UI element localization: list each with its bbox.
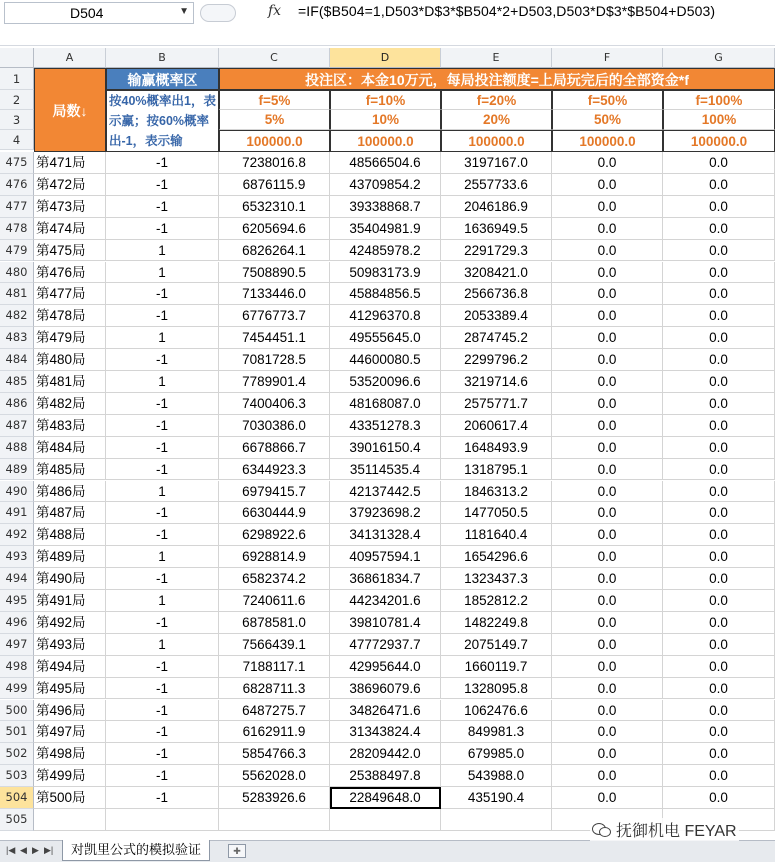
row-header[interactable]: 477 bbox=[0, 196, 34, 218]
cell-e[interactable]: 679985.0 bbox=[441, 743, 552, 765]
cell-c[interactable]: 6928814.9 bbox=[219, 546, 330, 568]
cell-g[interactable]: 0.0 bbox=[663, 700, 775, 722]
initial-capital-d: 100000.0 bbox=[330, 130, 441, 152]
name-box[interactable] bbox=[4, 2, 194, 24]
row-header[interactable]: 494 bbox=[0, 568, 34, 590]
cell-e[interactable]: 3219714.6 bbox=[441, 371, 552, 393]
cell-c[interactable]: 6162911.9 bbox=[219, 721, 330, 743]
header-betting-zone: 投注区：本金10万元，每局投注额度=上局玩完后的全部资金*f bbox=[219, 68, 775, 90]
cell-b[interactable]: -1 bbox=[106, 700, 219, 722]
cell-f[interactable]: 0.0 bbox=[552, 240, 663, 262]
cell-d[interactable]: 39016150.4 bbox=[330, 437, 441, 459]
cell-d[interactable]: 36861834.7 bbox=[330, 568, 441, 590]
cell-a[interactable]: 第476局 bbox=[34, 262, 106, 284]
cell-b[interactable]: 1 bbox=[106, 481, 219, 503]
row-header[interactable]: 501 bbox=[0, 721, 34, 743]
cell-b[interactable]: -1 bbox=[106, 305, 219, 327]
cell-e[interactable]: 2566736.8 bbox=[441, 283, 552, 305]
cell-f[interactable]: 0.0 bbox=[552, 481, 663, 503]
cell-a[interactable]: 第472局 bbox=[34, 174, 106, 196]
empty-cell[interactable] bbox=[34, 809, 106, 831]
cell-e[interactable]: 1181640.4 bbox=[441, 524, 552, 546]
cell-g[interactable]: 0.0 bbox=[663, 678, 775, 700]
cell-e[interactable]: 2299796.2 bbox=[441, 349, 552, 371]
cell-c[interactable]: 6678866.7 bbox=[219, 437, 330, 459]
cell-b[interactable]: -1 bbox=[106, 678, 219, 700]
cell-f[interactable]: 0.0 bbox=[552, 415, 663, 437]
cell-d[interactable]: 47772937.7 bbox=[330, 634, 441, 656]
cell-d[interactable]: 31343824.4 bbox=[330, 721, 441, 743]
row-header[interactable]: 499 bbox=[0, 678, 34, 700]
sheet-tab[interactable]: 对凯里公式的模拟验证 bbox=[62, 840, 210, 861]
cell-c[interactable]: 7566439.1 bbox=[219, 634, 330, 656]
cell-f[interactable]: 0.0 bbox=[552, 437, 663, 459]
cell-b[interactable]: -1 bbox=[106, 174, 219, 196]
cell-d[interactable]: 42485978.2 bbox=[330, 240, 441, 262]
cell-c[interactable]: 7508890.5 bbox=[219, 262, 330, 284]
cell-f[interactable]: 0.0 bbox=[552, 327, 663, 349]
cell-g[interactable]: 0.0 bbox=[663, 612, 775, 634]
cell-c[interactable]: 6878581.0 bbox=[219, 612, 330, 634]
cell-e[interactable]: 1654296.6 bbox=[441, 546, 552, 568]
row-header[interactable]: 503 bbox=[0, 765, 34, 787]
formula-input[interactable]: =IF($B504=1,D503*D$3*$B504*2+D503,D503*D$3*$B504+D503) bbox=[298, 3, 716, 19]
cell-b[interactable]: -1 bbox=[106, 524, 219, 546]
cell-d[interactable]: 38696079.6 bbox=[330, 678, 441, 700]
first-sheet-icon[interactable]: |◀ bbox=[6, 845, 16, 855]
cell-c[interactable]: 6487275.7 bbox=[219, 700, 330, 722]
cell-d[interactable]: 42995644.0 bbox=[330, 656, 441, 678]
cell-e[interactable]: 1318795.1 bbox=[441, 459, 552, 481]
column-header-g[interactable]: G bbox=[663, 48, 775, 68]
cell-a[interactable]: 第488局 bbox=[34, 524, 106, 546]
name-box-value: D504 bbox=[70, 5, 104, 21]
row-header[interactable]: 504 bbox=[0, 787, 34, 809]
row-header[interactable]: 480 bbox=[0, 262, 34, 284]
cell-e[interactable]: 2060617.4 bbox=[441, 415, 552, 437]
row-header[interactable]: 491 bbox=[0, 502, 34, 524]
row-header[interactable]: 500 bbox=[0, 700, 34, 722]
cell-b[interactable]: -1 bbox=[106, 218, 219, 240]
f-ratio-value-e: 20% bbox=[441, 110, 552, 130]
cell-c[interactable]: 7133446.0 bbox=[219, 283, 330, 305]
insert-function-icon[interactable]: fx bbox=[268, 3, 282, 19]
cell-f[interactable]: 0.0 bbox=[552, 743, 663, 765]
cell-b[interactable]: 1 bbox=[106, 546, 219, 568]
cell-f[interactable]: 0.0 bbox=[552, 502, 663, 524]
cell-a[interactable]: 第496局 bbox=[34, 700, 106, 722]
cell-a[interactable]: 第493局 bbox=[34, 634, 106, 656]
cell-a[interactable]: 第490局 bbox=[34, 568, 106, 590]
cell-e[interactable]: 2557733.6 bbox=[441, 174, 552, 196]
cell-d[interactable]: 28209442.0 bbox=[330, 743, 441, 765]
f-ratio-label-e: f=20% bbox=[441, 90, 552, 110]
initial-capital-f: 100000.0 bbox=[552, 130, 663, 152]
cell-d[interactable]: 39810781.4 bbox=[330, 612, 441, 634]
cell-c[interactable]: 6344923.3 bbox=[219, 459, 330, 481]
cell-g[interactable]: 0.0 bbox=[663, 415, 775, 437]
cell-f[interactable]: 0.0 bbox=[552, 721, 663, 743]
cell-c[interactable]: 6582374.2 bbox=[219, 568, 330, 590]
cell-e[interactable]: 2291729.3 bbox=[441, 240, 552, 262]
last-sheet-icon[interactable]: ▶| bbox=[44, 845, 54, 855]
cell-e[interactable]: 2046186.9 bbox=[441, 196, 552, 218]
cell-c[interactable]: 7789901.4 bbox=[219, 371, 330, 393]
cell-a[interactable]: 第474局 bbox=[34, 218, 106, 240]
cell-c[interactable]: 7400406.3 bbox=[219, 393, 330, 415]
cell-g[interactable]: 0.0 bbox=[663, 152, 775, 174]
row-header[interactable]: 505 bbox=[0, 809, 34, 831]
cell-g[interactable]: 0.0 bbox=[663, 765, 775, 787]
cell-f[interactable]: 0.0 bbox=[552, 349, 663, 371]
cell-g[interactable]: 0.0 bbox=[663, 327, 775, 349]
cell-f[interactable]: 0.0 bbox=[552, 262, 663, 284]
cell-g[interactable]: 0.0 bbox=[663, 349, 775, 371]
cell-e[interactable]: 1062476.6 bbox=[441, 700, 552, 722]
row-header[interactable]: 489 bbox=[0, 459, 34, 481]
cell-a[interactable]: 第482局 bbox=[34, 393, 106, 415]
row-header[interactable]: 498 bbox=[0, 656, 34, 678]
cell-b[interactable]: 1 bbox=[106, 590, 219, 612]
cell-d[interactable]: 43709854.2 bbox=[330, 174, 441, 196]
f-ratio-value-c: 5% bbox=[219, 110, 330, 130]
cell-d[interactable]: 44600080.5 bbox=[330, 349, 441, 371]
initial-capital-g: 100000.0 bbox=[663, 130, 775, 152]
cell-f[interactable]: 0.0 bbox=[552, 196, 663, 218]
cell-f[interactable]: 0.0 bbox=[552, 152, 663, 174]
cell-a[interactable]: 第491局 bbox=[34, 590, 106, 612]
cell-c[interactable]: 7454451.1 bbox=[219, 327, 330, 349]
cell-b[interactable]: -1 bbox=[106, 152, 219, 174]
cell-d[interactable]: 22849648.0 bbox=[330, 787, 441, 809]
f-ratio-label-f: f=50% bbox=[552, 90, 663, 110]
cell-d[interactable]: 39338868.7 bbox=[330, 196, 441, 218]
cell-g[interactable]: 0.0 bbox=[663, 240, 775, 262]
empty-cell[interactable] bbox=[219, 809, 330, 831]
cell-e[interactable]: 2575771.7 bbox=[441, 393, 552, 415]
cell-a[interactable]: 第485局 bbox=[34, 459, 106, 481]
row-header[interactable]: 4 bbox=[0, 130, 34, 150]
cell-f[interactable]: 0.0 bbox=[552, 218, 663, 240]
cell-a[interactable]: 第478局 bbox=[34, 305, 106, 327]
cell-g[interactable]: 0.0 bbox=[663, 590, 775, 612]
cell-e[interactable]: 849981.3 bbox=[441, 721, 552, 743]
cell-d[interactable]: 25388497.8 bbox=[330, 765, 441, 787]
cell-b[interactable]: 1 bbox=[106, 240, 219, 262]
cell-f[interactable]: 0.0 bbox=[552, 568, 663, 590]
cell-d[interactable]: 35114535.4 bbox=[330, 459, 441, 481]
cell-g[interactable]: 0.0 bbox=[663, 787, 775, 809]
cell-a[interactable]: 第492局 bbox=[34, 612, 106, 634]
cell-a[interactable]: 第498局 bbox=[34, 743, 106, 765]
cell-c[interactable]: 7081728.5 bbox=[219, 349, 330, 371]
initial-capital-e: 100000.0 bbox=[441, 130, 552, 152]
formula-bar-splitter[interactable] bbox=[200, 4, 236, 22]
cell-e[interactable]: 3208421.0 bbox=[441, 262, 552, 284]
column-header-d[interactable]: D bbox=[330, 48, 441, 68]
row-header[interactable]: 487 bbox=[0, 415, 34, 437]
cell-b[interactable]: -1 bbox=[106, 459, 219, 481]
cell-g[interactable]: 0.0 bbox=[663, 721, 775, 743]
row-header[interactable]: 493 bbox=[0, 546, 34, 568]
cell-d[interactable]: 50983173.9 bbox=[330, 262, 441, 284]
cell-c[interactable]: 5562028.0 bbox=[219, 765, 330, 787]
cell-e[interactable]: 1846313.2 bbox=[441, 481, 552, 503]
row-header[interactable]: 497 bbox=[0, 634, 34, 656]
row-header[interactable]: 486 bbox=[0, 393, 34, 415]
cell-c[interactable]: 6828711.3 bbox=[219, 678, 330, 700]
cell-e[interactable]: 543988.0 bbox=[441, 765, 552, 787]
cell-e[interactable]: 1660119.7 bbox=[441, 656, 552, 678]
cell-d[interactable]: 44234201.6 bbox=[330, 590, 441, 612]
cell-c[interactable]: 7188117.1 bbox=[219, 656, 330, 678]
cell-c[interactable]: 7238016.8 bbox=[219, 152, 330, 174]
cell-e[interactable]: 3197167.0 bbox=[441, 152, 552, 174]
row-header[interactable]: 482 bbox=[0, 305, 34, 327]
cell-a[interactable]: 第494局 bbox=[34, 656, 106, 678]
cell-d[interactable]: 49555645.0 bbox=[330, 327, 441, 349]
cell-c[interactable]: 7240611.6 bbox=[219, 590, 330, 612]
cell-e[interactable]: 1477050.5 bbox=[441, 502, 552, 524]
cell-g[interactable]: 0.0 bbox=[663, 196, 775, 218]
cell-e[interactable]: 2053389.4 bbox=[441, 305, 552, 327]
cell-a[interactable]: 第484局 bbox=[34, 437, 106, 459]
formula-bar bbox=[0, 0, 775, 46]
cell-d[interactable]: 40957594.1 bbox=[330, 546, 441, 568]
row-header[interactable]: 481 bbox=[0, 283, 34, 305]
f-ratio-label-d: f=10% bbox=[330, 90, 441, 110]
column-header-f[interactable]: F bbox=[552, 48, 663, 68]
cell-a[interactable]: 第486局 bbox=[34, 481, 106, 503]
cell-a[interactable]: 第475局 bbox=[34, 240, 106, 262]
header-round-count: 局数↓ bbox=[34, 68, 106, 152]
cell-c[interactable]: 5854766.3 bbox=[219, 743, 330, 765]
cell-c[interactable]: 6876115.9 bbox=[219, 174, 330, 196]
f-ratio-label-g: f=100% bbox=[663, 90, 775, 110]
cell-b[interactable]: -1 bbox=[106, 196, 219, 218]
empty-cell[interactable] bbox=[441, 809, 552, 831]
cell-a[interactable]: 第489局 bbox=[34, 546, 106, 568]
cell-g[interactable]: 0.0 bbox=[663, 546, 775, 568]
row-header[interactable]: 483 bbox=[0, 327, 34, 349]
cell-b[interactable]: -1 bbox=[106, 787, 219, 809]
cell-a[interactable]: 第499局 bbox=[34, 765, 106, 787]
cell-f[interactable]: 0.0 bbox=[552, 590, 663, 612]
cell-a[interactable]: 第500局 bbox=[34, 787, 106, 809]
f-ratio-value-d: 10% bbox=[330, 110, 441, 130]
f-ratio-label-c: f=5% bbox=[219, 90, 330, 110]
cell-b[interactable]: -1 bbox=[106, 568, 219, 590]
cell-e[interactable]: 2075149.7 bbox=[441, 634, 552, 656]
row-header[interactable]: 490 bbox=[0, 481, 34, 503]
column-header-e[interactable]: E bbox=[441, 48, 552, 68]
initial-capital-c: 100000.0 bbox=[219, 130, 330, 152]
cell-d[interactable]: 48566504.6 bbox=[330, 152, 441, 174]
cell-c[interactable]: 7030386.0 bbox=[219, 415, 330, 437]
cell-a[interactable]: 第495局 bbox=[34, 678, 106, 700]
row-header[interactable]: 478 bbox=[0, 218, 34, 240]
cell-d[interactable]: 42137442.5 bbox=[330, 481, 441, 503]
prev-sheet-icon[interactable]: ◀ bbox=[20, 845, 27, 855]
cell-g[interactable]: 0.0 bbox=[663, 459, 775, 481]
row-header[interactable]: 479 bbox=[0, 240, 34, 262]
cell-e[interactable]: 2874745.2 bbox=[441, 327, 552, 349]
cell-g[interactable]: 0.0 bbox=[663, 283, 775, 305]
wechat-icon bbox=[592, 823, 610, 837]
row-header[interactable]: 485 bbox=[0, 371, 34, 393]
row-header[interactable]: 502 bbox=[0, 743, 34, 765]
column-header-b[interactable]: B bbox=[106, 48, 219, 68]
cell-b[interactable]: -1 bbox=[106, 349, 219, 371]
cell-e[interactable]: 1328095.8 bbox=[441, 678, 552, 700]
cell-d[interactable]: 45884856.5 bbox=[330, 283, 441, 305]
row-header[interactable]: 492 bbox=[0, 524, 34, 546]
insert-sheet-icon[interactable]: ✚ bbox=[228, 844, 246, 858]
cell-b[interactable]: -1 bbox=[106, 437, 219, 459]
cell-b[interactable]: -1 bbox=[106, 656, 219, 678]
row-header[interactable]: 495 bbox=[0, 590, 34, 612]
cell-e[interactable]: 1482249.8 bbox=[441, 612, 552, 634]
cell-d[interactable]: 34826471.6 bbox=[330, 700, 441, 722]
cell-d[interactable]: 53520096.6 bbox=[330, 371, 441, 393]
cell-e[interactable]: 1323437.3 bbox=[441, 568, 552, 590]
row-header[interactable]: 484 bbox=[0, 349, 34, 371]
cell-a[interactable]: 第473局 bbox=[34, 196, 106, 218]
cell-f[interactable]: 0.0 bbox=[552, 371, 663, 393]
cell-f[interactable]: 0.0 bbox=[552, 305, 663, 327]
cell-b[interactable]: -1 bbox=[106, 721, 219, 743]
cell-b[interactable]: 1 bbox=[106, 262, 219, 284]
row-header[interactable]: 476 bbox=[0, 174, 34, 196]
cell-a[interactable]: 第479局 bbox=[34, 327, 106, 349]
row-header[interactable]: 1 bbox=[0, 68, 34, 90]
cell-b[interactable]: 1 bbox=[106, 634, 219, 656]
cell-b[interactable]: 1 bbox=[106, 371, 219, 393]
cell-g[interactable]: 0.0 bbox=[663, 524, 775, 546]
cell-b[interactable]: 1 bbox=[106, 327, 219, 349]
cell-g[interactable]: 0.0 bbox=[663, 174, 775, 196]
header-probability-zone: 输赢概率区 bbox=[106, 68, 219, 90]
header-probability-note: 按40%概率出1，表示赢；按60%概率出-1，表示输 bbox=[106, 90, 219, 152]
cell-e[interactable]: 1636949.5 bbox=[441, 218, 552, 240]
cell-b[interactable]: -1 bbox=[106, 415, 219, 437]
cell-a[interactable]: 第480局 bbox=[34, 349, 106, 371]
f-ratio-value-g: 100% bbox=[663, 110, 775, 130]
cell-d[interactable]: 43351278.3 bbox=[330, 415, 441, 437]
cell-a[interactable]: 第487局 bbox=[34, 502, 106, 524]
cell-c[interactable]: 6979415.7 bbox=[219, 481, 330, 503]
cell-f[interactable]: 0.0 bbox=[552, 656, 663, 678]
select-all-corner[interactable] bbox=[0, 48, 34, 68]
cell-d[interactable]: 48168087.0 bbox=[330, 393, 441, 415]
cell-g[interactable]: 0.0 bbox=[663, 481, 775, 503]
cell-c[interactable]: 6776773.7 bbox=[219, 305, 330, 327]
cell-f[interactable]: 0.0 bbox=[552, 634, 663, 656]
cell-g[interactable]: 0.0 bbox=[663, 262, 775, 284]
sheet-tab-bar bbox=[0, 840, 775, 862]
cell-f[interactable]: 0.0 bbox=[552, 174, 663, 196]
cell-f[interactable]: 0.0 bbox=[552, 283, 663, 305]
chevron-down-icon[interactable]: ▼ bbox=[179, 6, 189, 17]
cell-a[interactable]: 第471局 bbox=[34, 152, 106, 174]
row-header[interactable]: 3 bbox=[0, 110, 34, 130]
cell-d[interactable]: 37923698.2 bbox=[330, 502, 441, 524]
cell-f[interactable]: 0.0 bbox=[552, 546, 663, 568]
cell-g[interactable]: 0.0 bbox=[663, 305, 775, 327]
row-header[interactable]: 475 bbox=[0, 152, 34, 174]
empty-cell[interactable] bbox=[106, 809, 219, 831]
cell-b[interactable]: -1 bbox=[106, 612, 219, 634]
watermark bbox=[590, 818, 739, 841]
cell-d[interactable]: 34131328.4 bbox=[330, 524, 441, 546]
cell-f[interactable]: 0.0 bbox=[552, 612, 663, 634]
row-header[interactable]: 496 bbox=[0, 612, 34, 634]
row-header[interactable]: 488 bbox=[0, 437, 34, 459]
cell-g[interactable]: 0.0 bbox=[663, 568, 775, 590]
column-header-a[interactable]: A bbox=[34, 48, 106, 68]
next-sheet-icon[interactable]: ▶ bbox=[32, 845, 39, 855]
row-header[interactable]: 2 bbox=[0, 90, 34, 110]
cell-e[interactable]: 1648493.9 bbox=[441, 437, 552, 459]
cell-g[interactable]: 0.0 bbox=[663, 656, 775, 678]
empty-cell[interactable] bbox=[330, 809, 441, 831]
f-ratio-value-f: 50% bbox=[552, 110, 663, 130]
cell-f[interactable]: 0.0 bbox=[552, 700, 663, 722]
cell-a[interactable]: 第497局 bbox=[34, 721, 106, 743]
cell-d[interactable]: 41296370.8 bbox=[330, 305, 441, 327]
cell-g[interactable]: 0.0 bbox=[663, 502, 775, 524]
cell-e[interactable]: 1852812.2 bbox=[441, 590, 552, 612]
cell-f[interactable]: 0.0 bbox=[552, 393, 663, 415]
cell-a[interactable]: 第483局 bbox=[34, 415, 106, 437]
cell-g[interactable]: 0.0 bbox=[663, 218, 775, 240]
cell-b[interactable]: -1 bbox=[106, 393, 219, 415]
cell-b[interactable]: -1 bbox=[106, 765, 219, 787]
cell-b[interactable]: -1 bbox=[106, 502, 219, 524]
cell-e[interactable]: 435190.4 bbox=[441, 787, 552, 809]
cell-f[interactable]: 0.0 bbox=[552, 524, 663, 546]
cell-c[interactable]: 6298922.6 bbox=[219, 524, 330, 546]
cell-c[interactable]: 6630444.9 bbox=[219, 502, 330, 524]
cell-f[interactable]: 0.0 bbox=[552, 787, 663, 809]
cell-d[interactable]: 35404981.9 bbox=[330, 218, 441, 240]
cell-f[interactable]: 0.0 bbox=[552, 765, 663, 787]
cell-f[interactable]: 0.0 bbox=[552, 459, 663, 481]
cell-g[interactable]: 0.0 bbox=[663, 437, 775, 459]
cell-g[interactable]: 0.0 bbox=[663, 393, 775, 415]
cell-a[interactable]: 第477局 bbox=[34, 283, 106, 305]
cell-f[interactable]: 0.0 bbox=[552, 678, 663, 700]
cell-b[interactable]: -1 bbox=[106, 743, 219, 765]
cell-g[interactable]: 0.0 bbox=[663, 743, 775, 765]
cell-b[interactable]: -1 bbox=[106, 283, 219, 305]
cell-a[interactable]: 第481局 bbox=[34, 371, 106, 393]
cell-c[interactable]: 6826264.1 bbox=[219, 240, 330, 262]
cell-c[interactable]: 6205694.6 bbox=[219, 218, 330, 240]
cell-c[interactable]: 5283926.6 bbox=[219, 787, 330, 809]
column-header-c[interactable]: C bbox=[219, 48, 330, 68]
cell-c[interactable]: 6532310.1 bbox=[219, 196, 330, 218]
cell-g[interactable]: 0.0 bbox=[663, 634, 775, 656]
cell-g[interactable]: 0.0 bbox=[663, 371, 775, 393]
watermark-text: 抚御机电 FEYAR bbox=[616, 823, 737, 840]
